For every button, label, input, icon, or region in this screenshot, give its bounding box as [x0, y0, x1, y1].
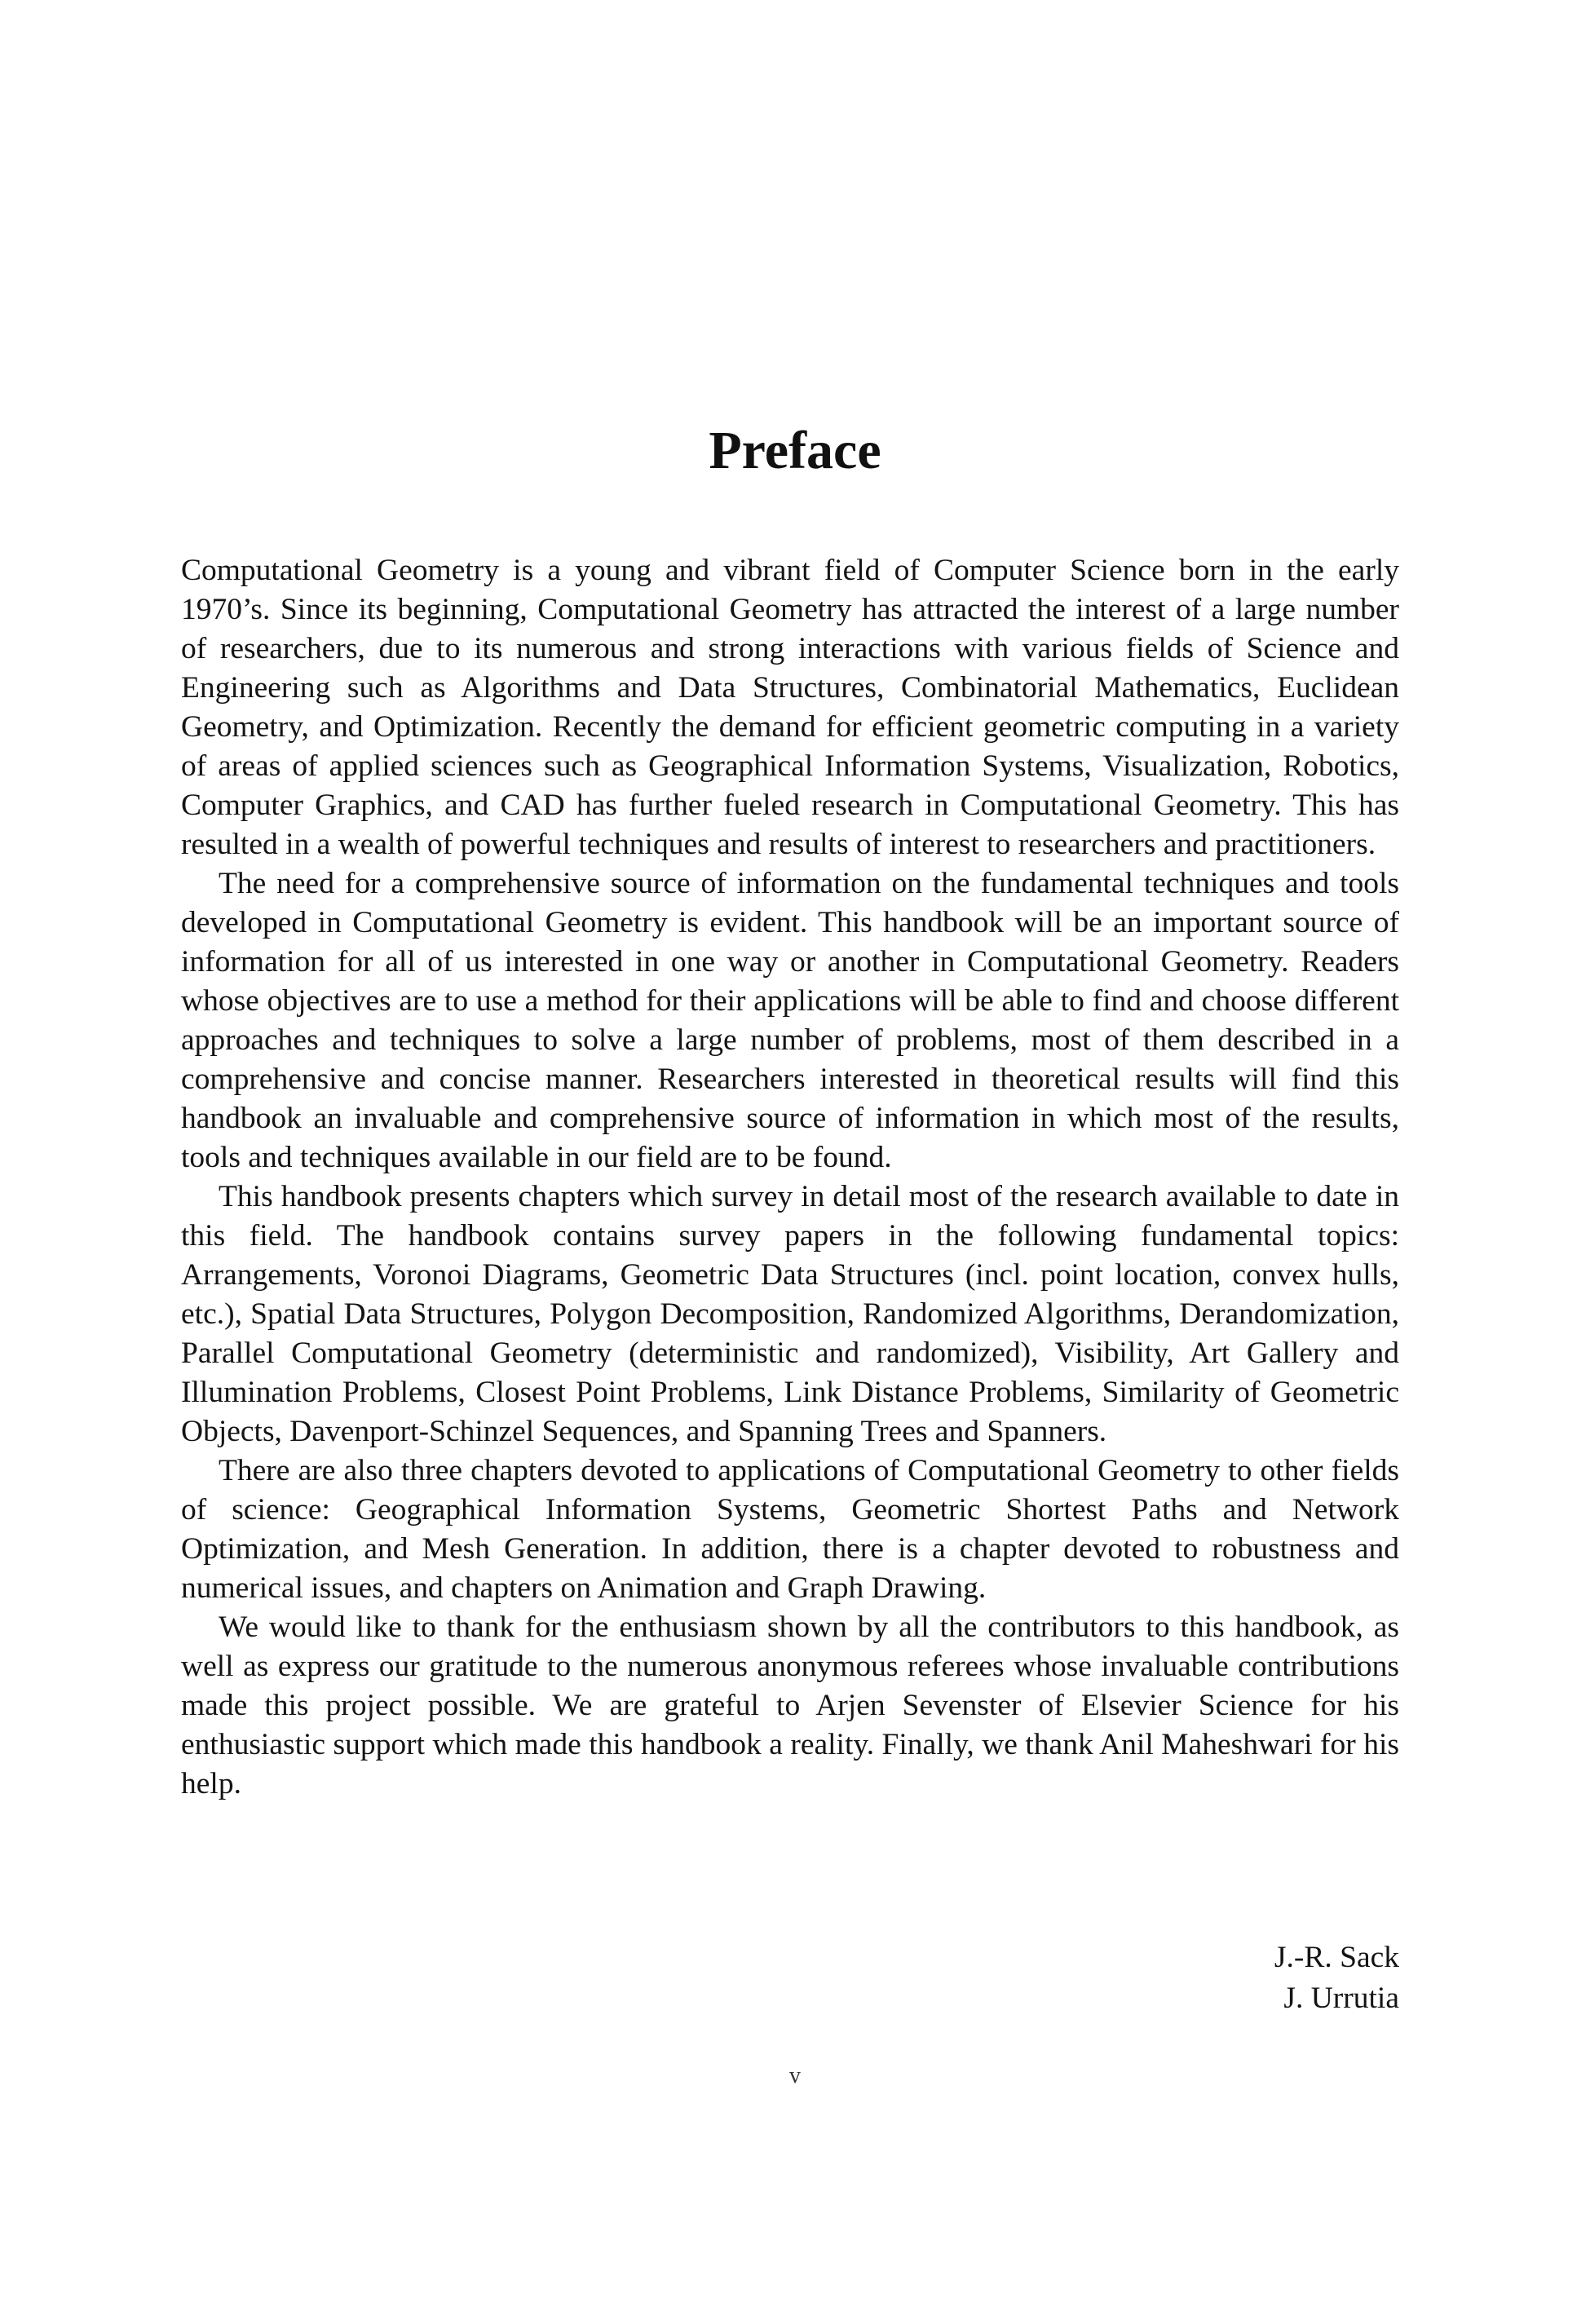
paragraph: Computational Geometry is a young and vibrant field of Computer Science born in the early 1970’s. Since its beginning, Computational Geometry has attracted the interest of a large number of researchers, due to its numerous and strong interactions with various fields of Science and Engineering such as Algorithms and Data Structures, Combinatorial Mathematics, Euclidean Geometry, and Optimization. Recently the demand for efficient geometric computing in a variety of areas of applied sciences such as Geographical Information Systems, Visualization, Robotics, Computer Graphics, and CAD has further fueled research in Computational Geometry. This has resulted in a wealth of powerful techniques and results of interest to researchers and practitioners. [181, 554, 1399, 861]
paragraph: This handbook presents chapters which survey in detail most of the research available to date in this field. The handbook contains survey papers in the following fundamental topics: Arrangements, Voronoi Diagrams, Geometric Data Structures (incl. point location, convex hulls, etc.), Spatial Data Structures, Polygon Decomposition, Randomized Algorithms, Derandomization, Parallel Computational Geometry (deterministic and randomized), Visibility, Art Gallery and Illumination Problems, Closest Point Problems, Link Distance Problems, Similarity of Geometric Objects, Davenport-Schinzel Sequences, and Spanning Trees and Spanners. [181, 1180, 1399, 1448]
paragraph: There are also three chapters devoted to applications of Computational Geometry to other fields of science: Geographical Information Systems, Geometric Shortest Paths and Network Optimization, and Mesh Generation. In addition, there is a chapter devoted to robustness and numerical issues, and chapters on Animation and Graph Drawing. [181, 1454, 1399, 1605]
paragraph: The need for a comprehensive source of information on the fundamental techniques and tools developed in Computational Geometry is evident. This handbook will be an important source of information for all of us interested in one way or another in Computational Geometry. Readers whose objectives are to use a method for their applications will be able to find and choose different approaches and techniques to solve a large number of problems, most of them described in a comprehensive and concise manner. Researchers interested in theoretical results will find this handbook an invaluable and comprehensive source of information in which most of the results, tools and techniques available in our field are to be found. [181, 867, 1399, 1174]
page-number: v [789, 2063, 801, 2088]
signature-block [1274, 1937, 1399, 2019]
author-name: J. Urrutia [1283, 1982, 1399, 2015]
preface-body [181, 551, 1399, 1804]
author-name: J.-R. Sack [1274, 1941, 1399, 1974]
paragraph: We would like to thank for the enthusiasm shown by all the contributors to this handbook, as well as express our gratitude to the numerous anonymous referees whose invaluable contributions made this project possible. We are grateful to Arjen Sevenster of Elsevier Science for his enthusiastic support which made this handbook a reality. Finally, we thank Anil Maheshwari for his help. [181, 1610, 1399, 1800]
page-title: Preface [709, 421, 881, 480]
